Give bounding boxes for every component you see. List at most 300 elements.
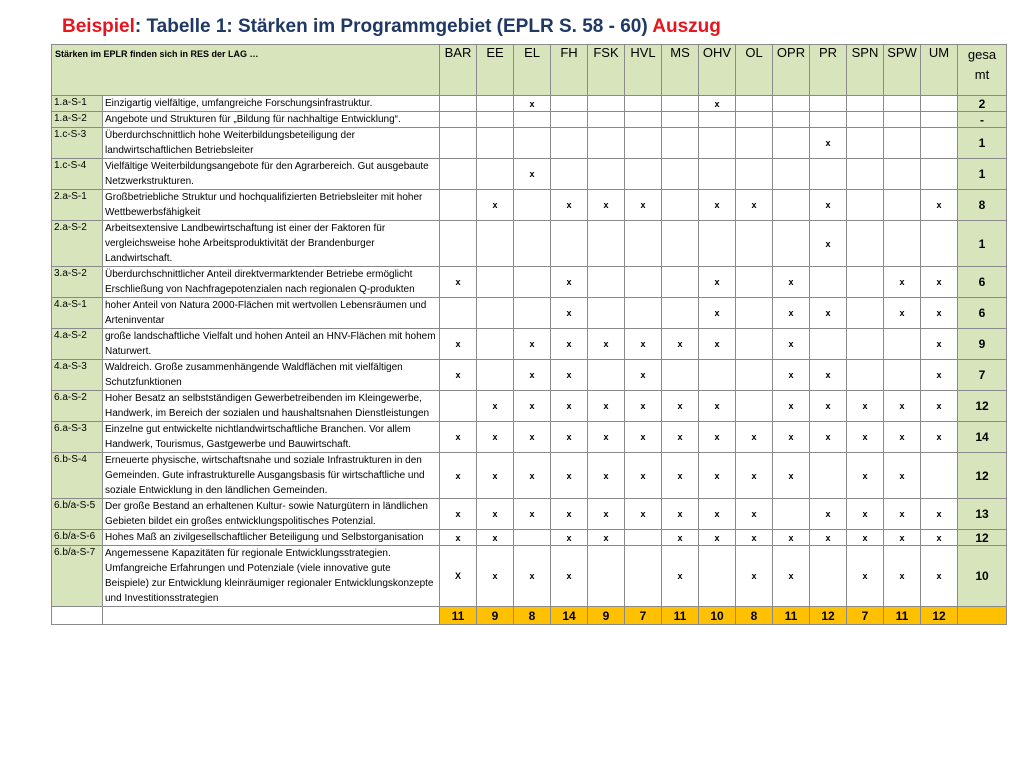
row-code: 1.a-S-2 [52,112,103,128]
mark-cell-fsk [588,267,625,298]
mark-cell-pr [810,159,847,190]
row-total: 6 [958,267,1007,298]
table-row [52,298,1007,329]
row-description: Angemessene Kapazitäten für regionale Entwicklungsstrategien. Umfangreiche Erfahrungen und Potenziale (viele innovative gute Beispiele) zur Entwicklung kleinräumiger regionaler Entwicklungskonzepte und Investitionsstrategien [103,546,440,607]
sum-cell-hvl: 7 [625,607,662,625]
mark-cell-ms [662,159,699,190]
mark-cell-ohv: x [699,530,736,546]
mark-cell-fh: x [551,360,588,391]
row-description: Angebote und Strukturen für „Bildung für nachhaltige Entwicklung“. [103,112,440,128]
mark-cell-bar: x [440,329,477,360]
mark-cell-spn [847,329,884,360]
mark-cell-spw [884,329,921,360]
mark-cell-spw [884,190,921,221]
mark-cell-um [921,96,958,112]
mark-cell-opr: x [773,453,810,499]
mark-cell-spw: x [884,499,921,530]
mark-cell-spn [847,159,884,190]
mark-cell-um: x [921,329,958,360]
mark-cell-ol [736,298,773,329]
mark-cell-ohv: x [699,298,736,329]
table-row [52,329,1007,360]
mark-cell-hvl [625,128,662,159]
mark-cell-ee [477,128,514,159]
mark-cell-ee: x [477,190,514,221]
row-code: 6.b-S-4 [52,453,103,499]
mark-cell-hvl [625,96,662,112]
mark-cell-spn [847,128,884,159]
mark-cell-ee [477,298,514,329]
mark-cell-ol [736,112,773,128]
mark-cell-hvl [625,221,662,267]
mark-cell-bar: x [440,499,477,530]
mark-cell-ms [662,128,699,159]
mark-cell-ee: x [477,499,514,530]
mark-cell-fh [551,128,588,159]
table-row [52,499,1007,530]
header-row [52,45,1007,96]
mark-cell-um: x [921,391,958,422]
mark-cell-opr: x [773,267,810,298]
mark-cell-fh: x [551,190,588,221]
column-header-pr: PR [810,45,847,96]
mark-cell-bar [440,221,477,267]
mark-cell-um [921,159,958,190]
mark-cell-fh: x [551,453,588,499]
mark-cell-opr [773,128,810,159]
column-header-ee: EE [477,45,514,96]
row-total: - [958,112,1007,128]
mark-cell-ohv: x [699,391,736,422]
row-description: Der große Bestand an erhaltenen Kultur- sowie Naturgütern in ländlichen Gebieten bildet ein großes entwicklungspolitisches Potenzial. [103,499,440,530]
mark-cell-um: x [921,190,958,221]
mark-cell-el [514,530,551,546]
sum-cell-bar: 11 [440,607,477,625]
mark-cell-fh [551,221,588,267]
title-prefix: Beispiel [62,16,135,37]
mark-cell-ee [477,159,514,190]
table-row [52,128,1007,159]
mark-cell-hvl [625,530,662,546]
mark-cell-ol: x [736,499,773,530]
row-description: Waldreich. Große zusammenhängende Waldflächen mit vielfältigen Schutzfunktionen [103,360,440,391]
mark-cell-ohv: x [699,329,736,360]
mark-cell-ms: x [662,453,699,499]
mark-cell-spw [884,360,921,391]
row-total: 10 [958,546,1007,607]
mark-cell-spw: x [884,298,921,329]
mark-cell-ms: x [662,422,699,453]
mark-cell-spn: x [847,530,884,546]
sum-cell-opr: 11 [773,607,810,625]
mark-cell-pr: x [810,360,847,391]
table-row [52,96,1007,112]
mark-cell-el [514,112,551,128]
row-description: Großbetriebliche Struktur und hochqualifizierten Betriebsleiter mit hoher Wettbewerbsfähigkeit [103,190,440,221]
mark-cell-um: x [921,546,958,607]
mark-cell-opr [773,190,810,221]
mark-cell-hvl [625,298,662,329]
mark-cell-fsk [588,221,625,267]
mark-cell-bar: X [440,546,477,607]
row-code: 2.a-S-2 [52,221,103,267]
mark-cell-ol: x [736,422,773,453]
mark-cell-ms: x [662,546,699,607]
column-header-ohv: OHV [699,45,736,96]
mark-cell-el: x [514,422,551,453]
mark-cell-fsk: x [588,422,625,453]
mark-cell-spn: x [847,499,884,530]
mark-cell-ee [477,267,514,298]
mark-cell-el [514,221,551,267]
row-code: 6.b/a-S-6 [52,530,103,546]
mark-cell-el [514,298,551,329]
row-code: 6.b/a-S-7 [52,546,103,607]
mark-cell-ee: x [477,391,514,422]
mark-cell-ms [662,96,699,112]
column-header-hvl: HVL [625,45,662,96]
mark-cell-fh: x [551,298,588,329]
row-description: Überdurchschnittlich hohe Weiterbildungsbeteiligung der landwirtschaftlichen Betriebsleiter [103,128,440,159]
sum-cell-total [958,607,1007,625]
mark-cell-el: x [514,96,551,112]
mark-cell-pr [810,453,847,499]
mark-cell-pr: x [810,530,847,546]
mark-cell-bar: x [440,530,477,546]
mark-cell-spw: x [884,453,921,499]
row-total: 12 [958,453,1007,499]
mark-cell-fsk: x [588,190,625,221]
row-code: 6.b/a-S-5 [52,499,103,530]
mark-cell-ee [477,112,514,128]
mark-cell-ms [662,267,699,298]
row-code: 4.a-S-3 [52,360,103,391]
mark-cell-el: x [514,329,551,360]
column-header-bar: BAR [440,45,477,96]
mark-cell-ms: x [662,391,699,422]
strengths-table [51,44,1007,625]
mark-cell-hvl [625,267,662,298]
mark-cell-spw: x [884,546,921,607]
header-description: Stärken im EPLR finden sich in RES der LAG … [52,45,440,96]
table-body [52,96,1007,607]
mark-cell-um [921,221,958,267]
mark-cell-fh: x [551,546,588,607]
mark-cell-ol [736,391,773,422]
mark-cell-ol [736,329,773,360]
sum-cell-fsk: 9 [588,607,625,625]
mark-cell-pr [810,329,847,360]
row-description: Hohes Maß an zivilgesellschaftlicher Beteiligung und Selbstorganisation [103,530,440,546]
mark-cell-opr: x [773,530,810,546]
mark-cell-bar: x [440,360,477,391]
mark-cell-bar [440,190,477,221]
mark-cell-spw [884,159,921,190]
mark-cell-opr: x [773,391,810,422]
mark-cell-ohv [699,360,736,391]
mark-cell-ohv: x [699,267,736,298]
sum-cell-spw: 11 [884,607,921,625]
mark-cell-spw [884,96,921,112]
mark-cell-pr: x [810,298,847,329]
mark-cell-spn [847,112,884,128]
mark-cell-spn [847,221,884,267]
sum-row-code [52,607,103,625]
mark-cell-ms: x [662,530,699,546]
row-total: 2 [958,96,1007,112]
page-title [62,16,721,38]
row-code: 1.c-S-4 [52,159,103,190]
mark-cell-pr: x [810,190,847,221]
mark-cell-fsk: x [588,530,625,546]
mark-cell-hvl: x [625,422,662,453]
mark-cell-ohv [699,221,736,267]
mark-cell-pr [810,267,847,298]
sum-row-desc [103,607,440,625]
row-total: 1 [958,221,1007,267]
mark-cell-fh: x [551,267,588,298]
mark-cell-ol [736,360,773,391]
mark-cell-ms [662,112,699,128]
mark-cell-ohv [699,112,736,128]
mark-cell-ol: x [736,546,773,607]
mark-cell-spn [847,298,884,329]
mark-cell-pr: x [810,422,847,453]
mark-cell-el: x [514,453,551,499]
mark-cell-fh: x [551,530,588,546]
mark-cell-um: x [921,422,958,453]
mark-cell-fsk [588,112,625,128]
row-total: 7 [958,360,1007,391]
mark-cell-ee [477,360,514,391]
mark-cell-bar [440,112,477,128]
mark-cell-opr: x [773,422,810,453]
mark-cell-fh: x [551,499,588,530]
table-row [52,391,1007,422]
mark-cell-pr [810,112,847,128]
mark-cell-spw: x [884,422,921,453]
column-header-ol: OL [736,45,773,96]
row-total: 12 [958,391,1007,422]
mark-cell-pr [810,546,847,607]
mark-cell-um: x [921,499,958,530]
row-total: 13 [958,499,1007,530]
mark-cell-bar [440,391,477,422]
mark-cell-fsk [588,298,625,329]
mark-cell-el: x [514,159,551,190]
mark-cell-ee: x [477,546,514,607]
mark-cell-ohv [699,128,736,159]
mark-cell-bar: x [440,267,477,298]
table-row [52,112,1007,128]
row-description: Einzigartig vielfältige, umfangreiche Forschungsinfrastruktur. [103,96,440,112]
mark-cell-ee [477,221,514,267]
mark-cell-hvl: x [625,391,662,422]
mark-cell-ohv: x [699,422,736,453]
table-row [52,190,1007,221]
mark-cell-fsk: x [588,391,625,422]
mark-cell-ee [477,96,514,112]
row-code: 1.c-S-3 [52,128,103,159]
mark-cell-ohv: x [699,453,736,499]
mark-cell-fh [551,112,588,128]
column-header-um: UM [921,45,958,96]
mark-cell-fsk: x [588,499,625,530]
mark-cell-ol [736,221,773,267]
sum-cell-ol: 8 [736,607,773,625]
mark-cell-fh: x [551,391,588,422]
column-header-fsk: FSK [588,45,625,96]
mark-cell-opr [773,96,810,112]
mark-cell-hvl: x [625,499,662,530]
mark-cell-ol [736,267,773,298]
mark-cell-fh: x [551,329,588,360]
mark-cell-hvl: x [625,190,662,221]
row-total: 6 [958,298,1007,329]
table-row [52,422,1007,453]
table-row [52,530,1007,546]
sum-cell-ohv: 10 [699,607,736,625]
sum-cell-ms: 11 [662,607,699,625]
mark-cell-spn: x [847,391,884,422]
column-header-spw: SPW [884,45,921,96]
mark-cell-hvl [625,112,662,128]
title-suffix: Auszug [652,16,721,37]
column-header-total: gesa mt [958,45,1007,96]
mark-cell-um: x [921,267,958,298]
mark-cell-ol: x [736,190,773,221]
mark-cell-hvl: x [625,360,662,391]
row-code: 3.a-S-2 [52,267,103,298]
sum-cell-fh: 14 [551,607,588,625]
row-total: 1 [958,128,1007,159]
mark-cell-um [921,128,958,159]
mark-cell-ee: x [477,530,514,546]
table-row [52,546,1007,607]
mark-cell-opr [773,499,810,530]
mark-cell-fsk [588,546,625,607]
row-description: Vielfältige Weiterbildungsangebote für den Agrarbereich. Gut ausgebaute Netzwerkstrukturen. [103,159,440,190]
mark-cell-fsk [588,159,625,190]
row-code: 4.a-S-1 [52,298,103,329]
row-total: 9 [958,329,1007,360]
row-total: 14 [958,422,1007,453]
mark-cell-opr [773,221,810,267]
title-main: : Tabelle 1: Stärken im Programmgebiet (EPLR S. 58 - 60) [134,16,648,37]
column-header-el: EL [514,45,551,96]
row-description: Erneuerte physische, wirtschaftsnahe und soziale Infrastrukturen in den Gemeinden. Gute infrastrukturelle Ausgangsbasis für wirtschaftliche und soziale Entwicklung in den ländlichen Gemeinden. [103,453,440,499]
row-code: 6.a-S-2 [52,391,103,422]
mark-cell-el: x [514,391,551,422]
mark-cell-ol [736,96,773,112]
mark-cell-fsk [588,128,625,159]
mark-cell-opr: x [773,298,810,329]
mark-cell-ol: x [736,530,773,546]
mark-cell-spw [884,221,921,267]
mark-cell-ms [662,298,699,329]
mark-cell-ms [662,360,699,391]
mark-cell-bar [440,159,477,190]
mark-cell-spw: x [884,267,921,298]
table-row [52,159,1007,190]
mark-cell-fh [551,96,588,112]
sum-cell-pr: 12 [810,607,847,625]
table-row [52,453,1007,499]
mark-cell-ee [477,329,514,360]
mark-cell-bar [440,128,477,159]
mark-cell-ohv: x [699,96,736,112]
column-header-fh: FH [551,45,588,96]
mark-cell-ol: x [736,453,773,499]
sum-cell-um: 12 [921,607,958,625]
mark-cell-spn: x [847,546,884,607]
mark-cell-bar: x [440,422,477,453]
sum-row [52,607,1007,625]
mark-cell-el: x [514,499,551,530]
mark-cell-spw [884,112,921,128]
column-header-opr: OPR [773,45,810,96]
mark-cell-fsk [588,96,625,112]
mark-cell-opr: x [773,329,810,360]
mark-cell-ol [736,159,773,190]
mark-cell-ms [662,190,699,221]
row-code: 1.a-S-1 [52,96,103,112]
mark-cell-el [514,190,551,221]
column-header-ms: MS [662,45,699,96]
mark-cell-um [921,453,958,499]
mark-cell-fh [551,159,588,190]
row-code: 6.a-S-3 [52,422,103,453]
mark-cell-spn [847,190,884,221]
sum-cell-spn: 7 [847,607,884,625]
mark-cell-el: x [514,546,551,607]
mark-cell-fsk [588,360,625,391]
mark-cell-um: x [921,360,958,391]
mark-cell-hvl: x [625,453,662,499]
table-row [52,267,1007,298]
mark-cell-spw [884,128,921,159]
mark-cell-ohv [699,159,736,190]
row-code: 4.a-S-2 [52,329,103,360]
mark-cell-ohv [699,546,736,607]
mark-cell-hvl [625,546,662,607]
mark-cell-spn [847,267,884,298]
mark-cell-spn [847,96,884,112]
table-row [52,360,1007,391]
mark-cell-ee: x [477,422,514,453]
row-description: hoher Anteil von Natura 2000-Flächen mit wertvollen Lebensräumen und Arteninventar [103,298,440,329]
column-header-spn: SPN [847,45,884,96]
mark-cell-spw: x [884,391,921,422]
mark-cell-spw: x [884,530,921,546]
mark-cell-pr: x [810,391,847,422]
mark-cell-opr [773,112,810,128]
mark-cell-hvl: x [625,329,662,360]
mark-cell-bar: x [440,453,477,499]
mark-cell-fh: x [551,422,588,453]
mark-cell-ms: x [662,499,699,530]
row-description: große landschaftliche Vielfalt und hohen Anteil an HNV-Flächen mit hohem Naturwert. [103,329,440,360]
row-description: Überdurchschnittlicher Anteil direktvermarktender Betriebe ermöglicht Erschließung von Nachfragepotenzialen nach regionalen Q-produkten [103,267,440,298]
mark-cell-um: x [921,530,958,546]
mark-cell-um [921,112,958,128]
mark-cell-opr: x [773,546,810,607]
mark-cell-ms: x [662,329,699,360]
mark-cell-pr [810,96,847,112]
mark-cell-ohv: x [699,190,736,221]
mark-cell-fsk: x [588,329,625,360]
mark-cell-pr: x [810,128,847,159]
